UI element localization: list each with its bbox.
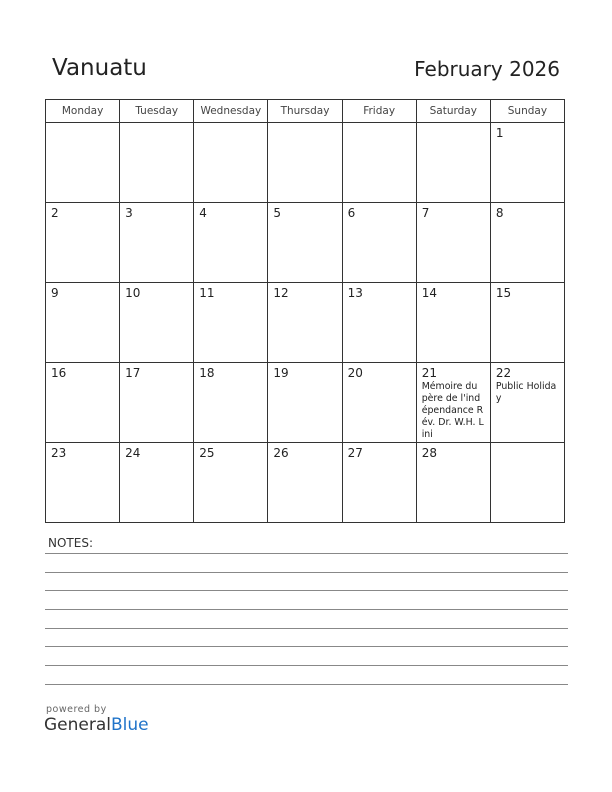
day-cell[interactable] bbox=[416, 283, 490, 363]
day-number: 17 bbox=[125, 366, 141, 380]
day-cell[interactable] bbox=[194, 443, 268, 523]
note-line[interactable] bbox=[45, 684, 568, 685]
calendar-country: Vanuatu bbox=[52, 55, 147, 81]
weekday-header: Tuesday bbox=[120, 100, 194, 123]
weekday-header: Monday bbox=[46, 100, 120, 123]
notes-label: NOTES: bbox=[48, 536, 93, 550]
note-line[interactable] bbox=[45, 665, 568, 666]
day-cell[interactable] bbox=[120, 123, 194, 203]
day-number: 14 bbox=[421, 286, 437, 300]
note-line[interactable] bbox=[45, 646, 568, 647]
day-cell[interactable] bbox=[490, 363, 564, 443]
day-cell[interactable] bbox=[194, 283, 268, 363]
week-row bbox=[46, 443, 565, 523]
day-number: 22 bbox=[495, 366, 512, 380]
day-number: 15 bbox=[495, 286, 512, 300]
day-number: 16 bbox=[51, 366, 67, 380]
weekday-header-row bbox=[46, 100, 565, 123]
day-number: 2 bbox=[51, 206, 59, 220]
powered-by-text: powered by bbox=[46, 704, 107, 715]
day-cell[interactable] bbox=[490, 123, 564, 203]
day-number: 28 bbox=[421, 446, 437, 460]
brand-name bbox=[44, 715, 149, 735]
day-number: 8 bbox=[495, 206, 504, 220]
day-cell[interactable] bbox=[416, 363, 490, 443]
day-cell[interactable] bbox=[416, 123, 490, 203]
holiday-label: Mémoire du père de l'indépendance Rév. Dr. W.H. Lini bbox=[421, 381, 484, 440]
calendar-month-year: February 2026 bbox=[414, 57, 560, 81]
day-number: 21 bbox=[421, 366, 437, 380]
day-number: 6 bbox=[347, 206, 356, 220]
week-row bbox=[46, 123, 565, 203]
day-number: 3 bbox=[125, 206, 133, 220]
weekday-header: Sunday bbox=[490, 100, 564, 123]
day-cell[interactable] bbox=[120, 203, 194, 283]
day-cell[interactable] bbox=[268, 443, 342, 523]
day-cell[interactable] bbox=[46, 203, 120, 283]
day-cell[interactable] bbox=[120, 443, 194, 523]
calendar-body bbox=[46, 123, 565, 523]
day-number: 20 bbox=[347, 366, 363, 380]
weekday-header: Thursday bbox=[268, 100, 342, 123]
day-number: 11 bbox=[199, 286, 215, 300]
day-cell[interactable] bbox=[490, 203, 564, 283]
day-cell[interactable] bbox=[194, 363, 268, 443]
day-number: 27 bbox=[347, 446, 363, 460]
week-row bbox=[46, 203, 565, 283]
weekday-header: Wednesday bbox=[194, 100, 268, 123]
day-cell[interactable] bbox=[416, 203, 490, 283]
day-cell[interactable] bbox=[268, 363, 342, 443]
weekday-header: Friday bbox=[342, 100, 416, 123]
day-cell[interactable] bbox=[120, 363, 194, 443]
day-cell[interactable] bbox=[268, 123, 342, 203]
day-number: 25 bbox=[199, 446, 215, 460]
day-cell[interactable] bbox=[268, 203, 342, 283]
day-number: 5 bbox=[273, 206, 282, 220]
week-row bbox=[46, 363, 565, 443]
day-number: 24 bbox=[125, 446, 141, 460]
holiday-label: Public Holiday bbox=[495, 381, 557, 404]
day-number: 1 bbox=[495, 126, 504, 140]
day-number: 4 bbox=[199, 206, 207, 220]
day-number: 26 bbox=[273, 446, 289, 460]
day-cell[interactable] bbox=[46, 363, 120, 443]
day-number: 12 bbox=[273, 286, 289, 300]
note-line[interactable] bbox=[45, 609, 568, 610]
note-line[interactable] bbox=[45, 553, 568, 554]
brand-blue: Blue bbox=[111, 715, 149, 735]
day-cell[interactable] bbox=[120, 283, 194, 363]
day-cell[interactable] bbox=[342, 123, 416, 203]
day-cell[interactable] bbox=[416, 443, 490, 523]
brand-general: General bbox=[44, 715, 111, 735]
weekday-header: Saturday bbox=[416, 100, 490, 123]
day-cell[interactable] bbox=[342, 443, 416, 523]
day-cell[interactable] bbox=[342, 203, 416, 283]
day-cell[interactable] bbox=[46, 283, 120, 363]
day-cell[interactable] bbox=[342, 283, 416, 363]
day-number: 19 bbox=[273, 366, 289, 380]
day-number: 9 bbox=[51, 286, 59, 300]
week-row bbox=[46, 283, 565, 363]
note-line[interactable] bbox=[45, 572, 568, 573]
day-number: 7 bbox=[421, 206, 430, 220]
day-number: 23 bbox=[51, 446, 67, 460]
note-line[interactable] bbox=[45, 590, 568, 591]
day-cell[interactable] bbox=[490, 283, 564, 363]
day-number: 10 bbox=[125, 286, 141, 300]
generalblue-logo bbox=[44, 704, 149, 735]
day-number: 13 bbox=[347, 286, 363, 300]
day-cell[interactable] bbox=[490, 443, 564, 523]
note-line[interactable] bbox=[45, 628, 568, 629]
day-cell[interactable] bbox=[194, 203, 268, 283]
day-number: 18 bbox=[199, 366, 215, 380]
day-cell[interactable] bbox=[268, 283, 342, 363]
day-cell[interactable] bbox=[194, 123, 268, 203]
calendar-grid bbox=[45, 99, 565, 523]
day-cell[interactable] bbox=[342, 363, 416, 443]
day-cell[interactable] bbox=[46, 123, 120, 203]
day-cell[interactable] bbox=[46, 443, 120, 523]
